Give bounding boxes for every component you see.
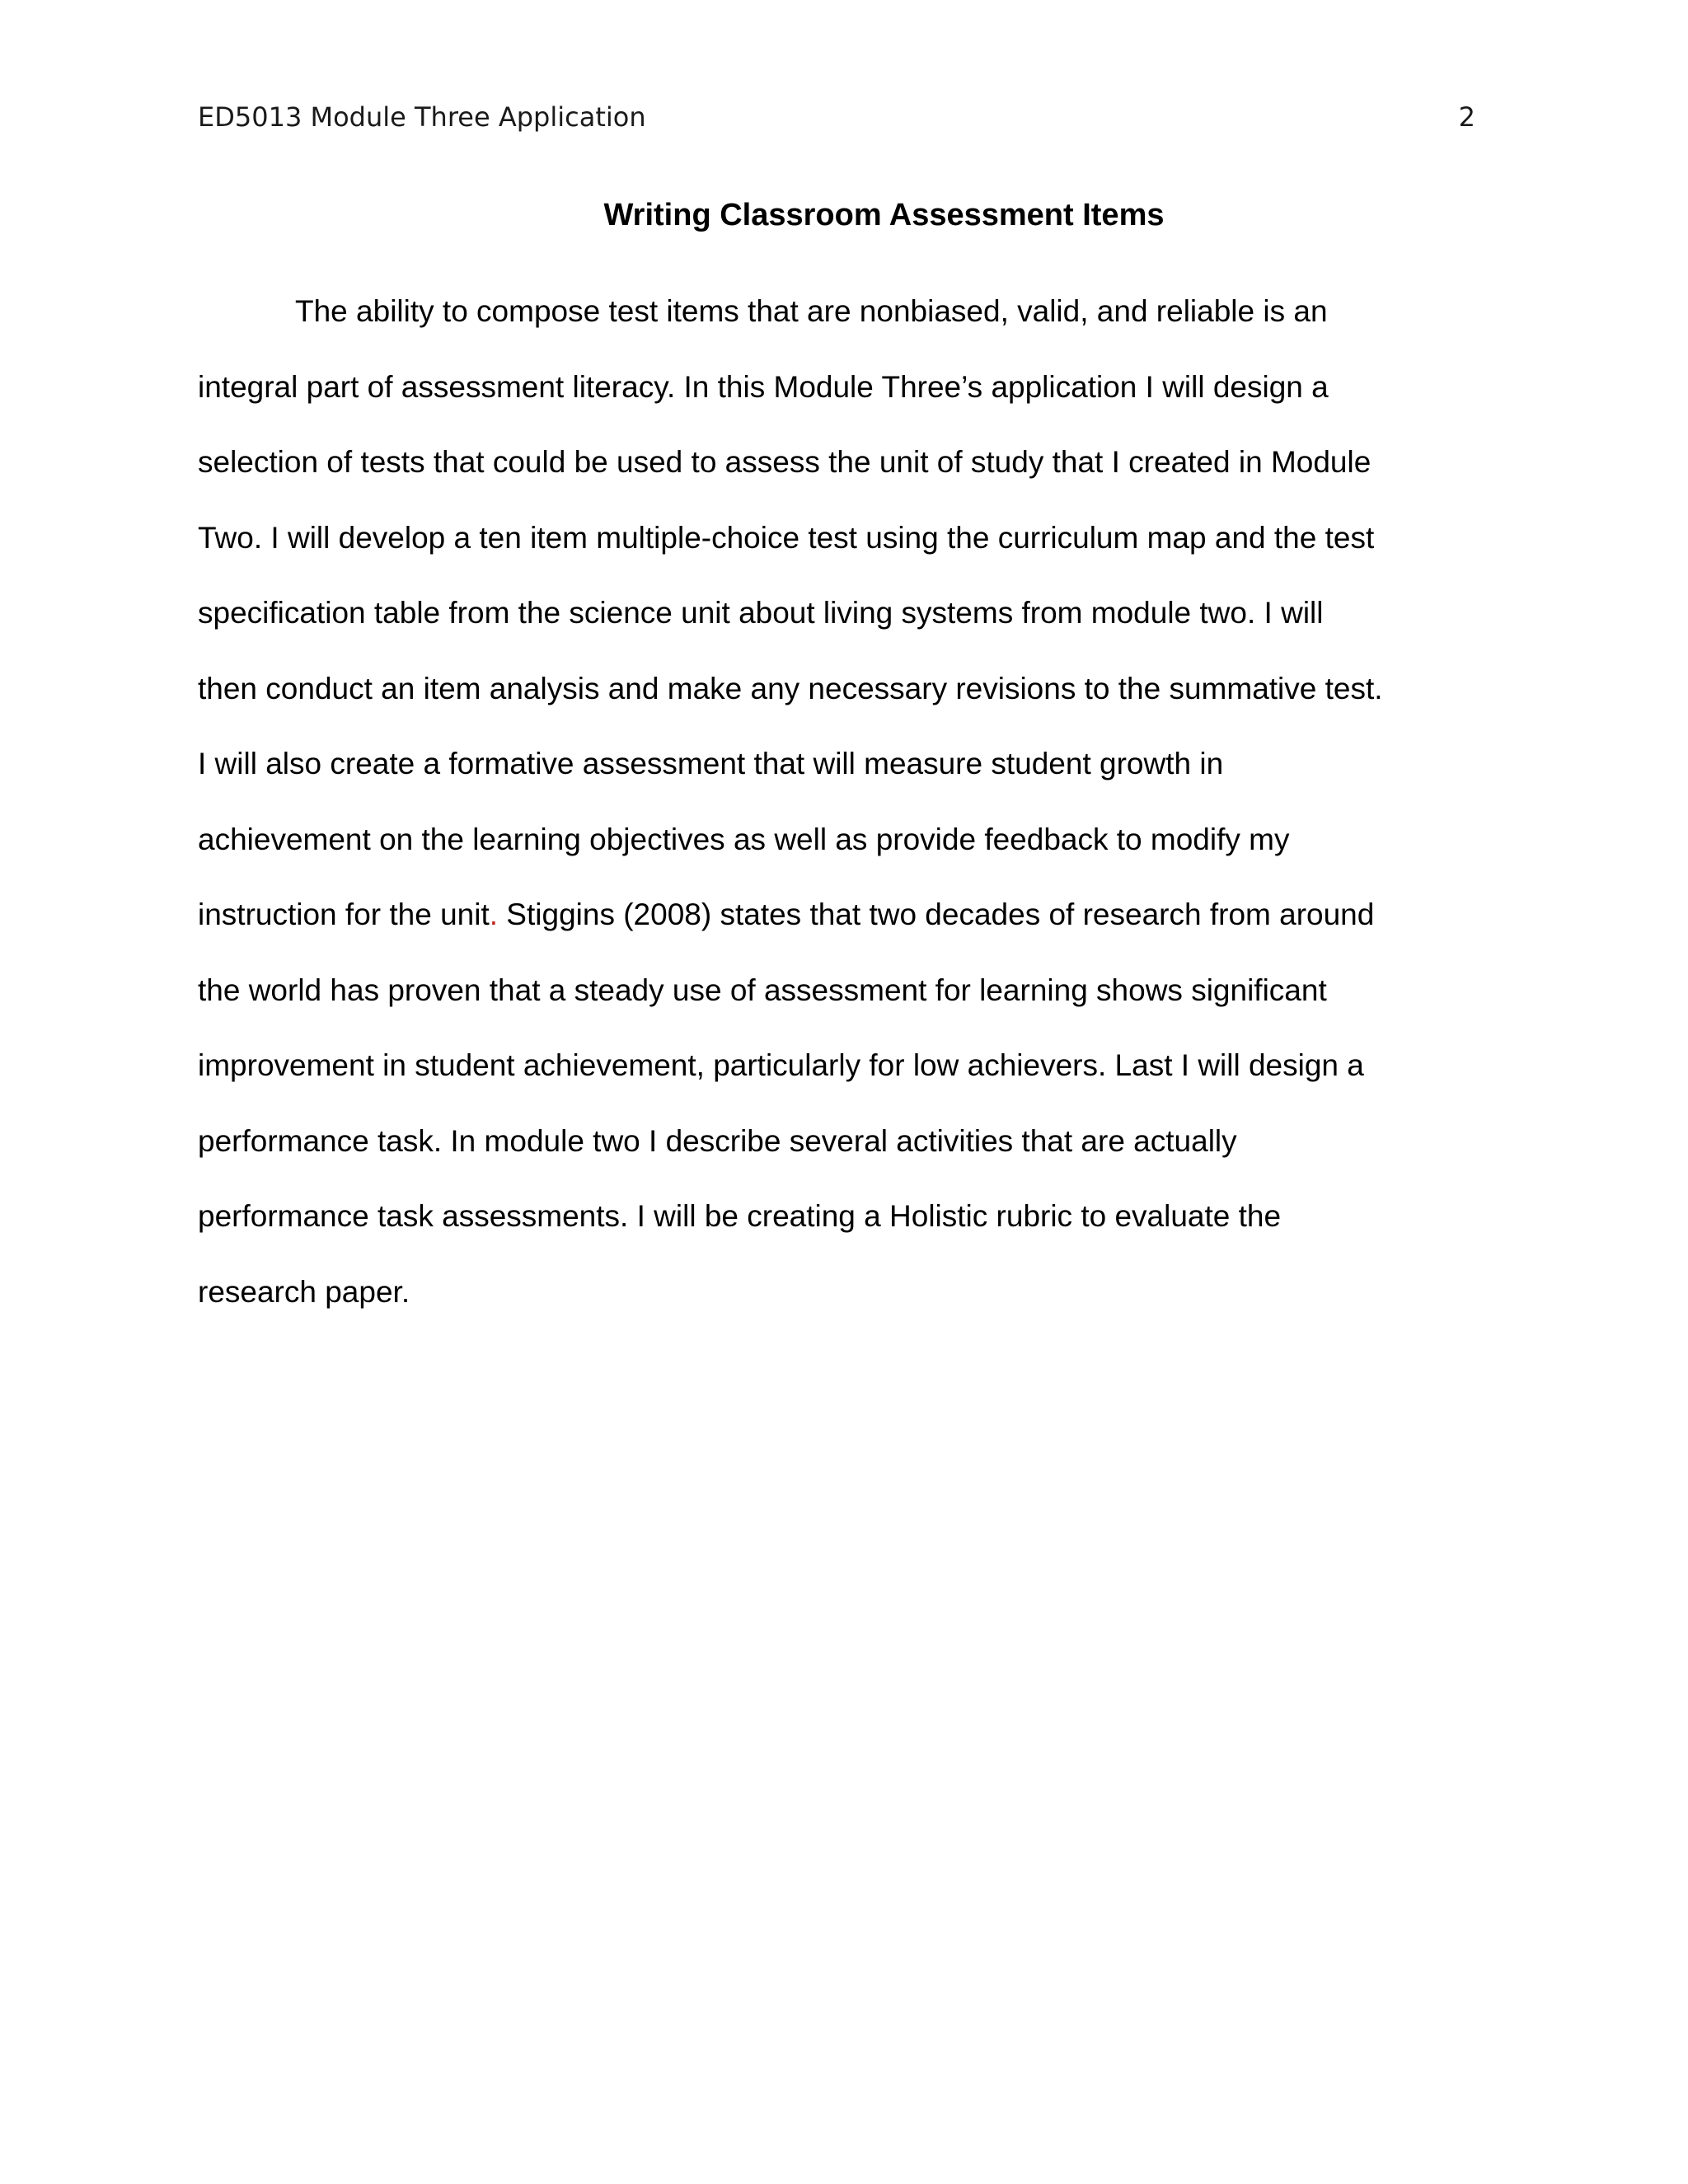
document-title: Writing Classroom Assessment Items [603,198,1165,232]
line-segment: instruction for the unit [198,898,490,931]
paragraph-line: improvement in student achievement, particularly for low achievers. Last I will design a [198,1048,1364,1082]
paragraph-line: Two. I will develop a ten item multiple-choice test using the curriculum map and the test [198,520,1375,555]
paragraph-line: performance task assessments. I will be creating a Holistic rubric to evaluate the [198,1199,1282,1233]
paragraph-line: integral part of assessment literacy. In this Module Three’s application I will design a [198,369,1329,404]
line-segment: Stiggins (2008) states that two decades of research from around [498,898,1375,931]
page-number: 2 [1458,101,1475,133]
paragraph-line-with-mark [198,890,1517,966]
paragraph-line: then conduct an item analysis and make any necessary revisions to the summative test. [198,671,1383,705]
paragraph-line: The ability to compose test items that are nonbiased, valid, and reliable is an [295,294,1328,328]
paragraph-line: I will also create a formative assessment that will measure student growth in [198,747,1224,780]
paragraph-line: the world has proven that a steady use of assessment for learning shows significant [198,972,1327,1007]
paragraph-line: achievement on the learning objectives as well as provide feedback to modify my [198,822,1290,856]
running-head [198,99,1475,135]
red-period-mark: . [489,898,499,931]
paragraph-line: performance task. In module two I describe several activities that are actually [198,1123,1237,1158]
paragraph-line: research paper. [198,1274,410,1309]
paragraph-line: specification table from the science unit about living systems from module two. I will [198,596,1324,630]
body-paragraph [198,287,1517,1343]
paragraph-line: selection of tests that could be used to assess the unit of study that I created in Module [198,445,1372,479]
running-head-title: ED5013 Module Three Application [198,101,646,133]
